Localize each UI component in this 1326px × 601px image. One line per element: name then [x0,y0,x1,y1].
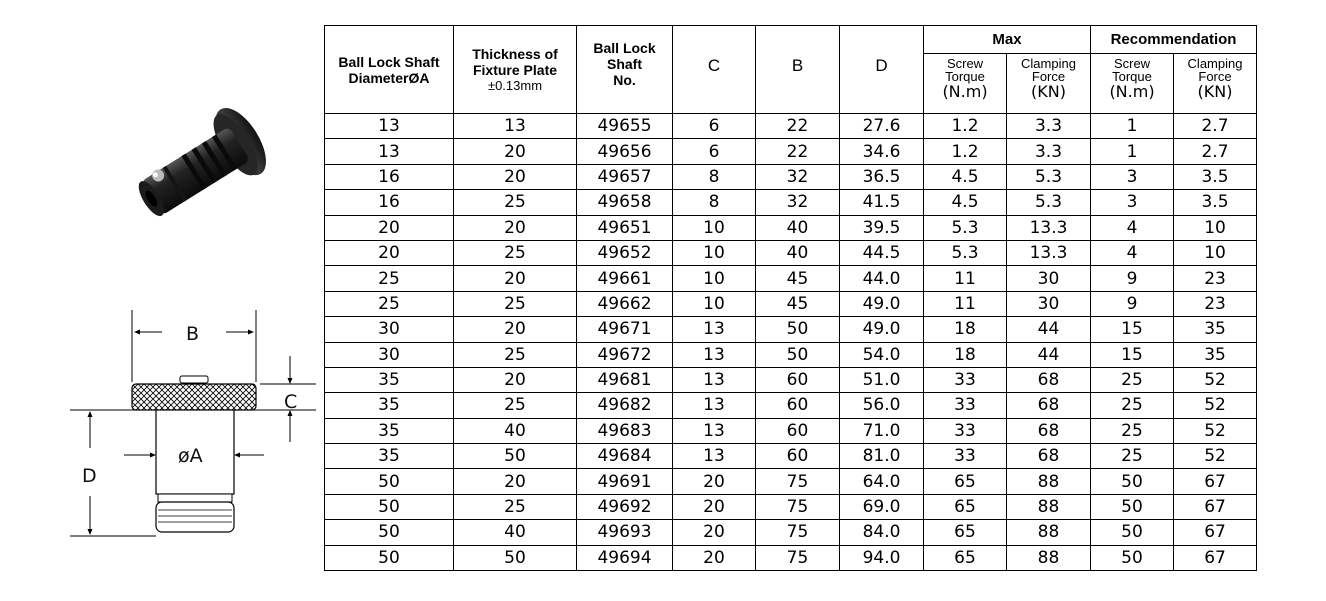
cell-shaft-diameter: 35 [325,444,454,469]
cell-shaft-number: 49657 [577,164,673,189]
cell-rec-clamping-force: 35 [1174,317,1257,342]
cell-rec-screw-torque: 15 [1091,317,1174,342]
cell-c: 8 [673,164,756,189]
cell-d: 54.0 [840,342,924,367]
cell-c: 6 [673,114,756,139]
header-plate-thickness: Thickness of Fixture Plate ±0.13mm [454,26,577,114]
cell-rec-screw-torque: 9 [1091,291,1174,316]
cell-b: 75 [756,494,840,519]
cell-max-screw-torque: 33 [924,367,1007,392]
cell-shaft-diameter: 13 [325,139,454,164]
cell-d: 81.0 [840,444,924,469]
header-d: D [840,26,924,114]
table-row [325,494,1257,519]
cell-rec-screw-torque: 25 [1091,367,1174,392]
header-c: C [673,26,756,114]
cell-c: 6 [673,139,756,164]
cell-rec-screw-torque: 1 [1091,114,1174,139]
cell-rec-screw-torque: 25 [1091,444,1174,469]
cell-max-clamping-force: 68 [1007,393,1091,418]
cell-max-screw-torque: 5.3 [924,240,1007,265]
cell-plate-thickness: 50 [454,545,577,570]
cell-c: 20 [673,520,756,545]
cell-shaft-number: 49672 [577,342,673,367]
dimension-diagram [60,300,330,550]
header-max: Max [924,26,1091,54]
cell-max-screw-torque: 65 [924,545,1007,570]
cell-max-screw-torque: 4.5 [924,190,1007,215]
cell-rec-clamping-force: 23 [1174,266,1257,291]
header-max-clamping-force: Clamping Force (KN) [1007,54,1091,114]
header-shaft-diameter: Ball Lock Shaft DiameterØA [325,26,454,114]
cell-d: 34.6 [840,139,924,164]
cell-shaft-diameter: 50 [325,469,454,494]
cell-plate-thickness: 25 [454,240,577,265]
cell-d: 44.5 [840,240,924,265]
cell-shaft-diameter: 13 [325,114,454,139]
cell-shaft-diameter: 35 [325,393,454,418]
cell-plate-thickness: 25 [454,190,577,215]
cell-max-screw-torque: 65 [924,469,1007,494]
cell-b: 75 [756,545,840,570]
cell-b: 40 [756,215,840,240]
cell-shaft-diameter: 16 [325,190,454,215]
cell-b: 45 [756,291,840,316]
cell-max-clamping-force: 13.3 [1007,215,1091,240]
cell-shaft-number: 49655 [577,114,673,139]
cell-rec-clamping-force: 52 [1174,444,1257,469]
cell-rec-clamping-force: 52 [1174,418,1257,443]
cell-c: 20 [673,494,756,519]
header-rec-clamping-force: Clamping Force (KN) [1174,54,1257,114]
cell-rec-clamping-force: 10 [1174,215,1257,240]
cell-plate-thickness: 25 [454,393,577,418]
cell-max-clamping-force: 88 [1007,545,1091,570]
cell-shaft-diameter: 25 [325,266,454,291]
table-row [325,520,1257,545]
cell-rec-screw-torque: 1 [1091,139,1174,164]
cell-b: 22 [756,114,840,139]
table-row [325,266,1257,291]
cell-b: 60 [756,444,840,469]
cell-max-screw-torque: 5.3 [924,215,1007,240]
cell-max-clamping-force: 3.3 [1007,139,1091,164]
cell-rec-screw-torque: 50 [1091,520,1174,545]
cell-b: 75 [756,469,840,494]
cell-plate-thickness: 13 [454,114,577,139]
cell-rec-clamping-force: 52 [1174,393,1257,418]
cell-max-clamping-force: 5.3 [1007,164,1091,189]
cell-c: 20 [673,545,756,570]
cell-b: 40 [756,240,840,265]
cell-shaft-number: 49671 [577,317,673,342]
cell-d: 51.0 [840,367,924,392]
table-row [325,240,1257,265]
table-row [325,317,1257,342]
cell-c: 13 [673,317,756,342]
cell-max-screw-torque: 1.2 [924,139,1007,164]
cell-rec-clamping-force: 67 [1174,494,1257,519]
table-row [325,393,1257,418]
cell-b: 75 [756,520,840,545]
cell-rec-screw-torque: 3 [1091,164,1174,189]
cell-max-screw-torque: 4.5 [924,164,1007,189]
cell-d: 94.0 [840,545,924,570]
spec-table-body [325,114,1257,571]
table-row [325,444,1257,469]
cell-plate-thickness: 25 [454,494,577,519]
cell-max-clamping-force: 88 [1007,469,1091,494]
cell-max-clamping-force: 44 [1007,342,1091,367]
cell-max-clamping-force: 68 [1007,444,1091,469]
cell-max-clamping-force: 68 [1007,367,1091,392]
cell-c: 8 [673,190,756,215]
cell-plate-thickness: 20 [454,469,577,494]
cell-rec-screw-torque: 25 [1091,418,1174,443]
cell-plate-thickness: 20 [454,367,577,392]
cell-shaft-number: 49658 [577,190,673,215]
cell-plate-thickness: 20 [454,266,577,291]
cell-b: 32 [756,164,840,189]
table-row [325,469,1257,494]
cell-rec-screw-torque: 50 [1091,494,1174,519]
label-b: B [186,323,200,345]
cell-d: 84.0 [840,520,924,545]
cell-plate-thickness: 20 [454,139,577,164]
cell-b: 50 [756,342,840,367]
cell-max-screw-torque: 33 [924,418,1007,443]
cell-max-clamping-force: 44 [1007,317,1091,342]
table-row [325,418,1257,443]
cell-b: 32 [756,190,840,215]
cell-plate-thickness: 25 [454,342,577,367]
header-recommendation: Recommendation [1091,26,1257,54]
cell-max-clamping-force: 88 [1007,494,1091,519]
cell-rec-clamping-force: 2.7 [1174,139,1257,164]
table-row [325,190,1257,215]
cell-shaft-number: 49691 [577,469,673,494]
cell-c: 10 [673,240,756,265]
cell-shaft-number: 49681 [577,367,673,392]
table-row [325,291,1257,316]
header-shaft-number: Ball Lock Shaft No. [577,26,673,114]
table-row [325,164,1257,189]
cell-rec-screw-torque: 4 [1091,240,1174,265]
cell-c: 10 [673,215,756,240]
cell-max-screw-torque: 11 [924,291,1007,316]
cell-shaft-number: 49683 [577,418,673,443]
table-row [325,545,1257,570]
cell-rec-screw-torque: 15 [1091,342,1174,367]
cell-max-screw-torque: 1.2 [924,114,1007,139]
cell-shaft-diameter: 25 [325,291,454,316]
cell-c: 20 [673,469,756,494]
cell-d: 49.0 [840,291,924,316]
cell-rec-clamping-force: 3.5 [1174,190,1257,215]
cell-b: 50 [756,317,840,342]
cell-c: 13 [673,418,756,443]
cell-c: 10 [673,291,756,316]
cell-plate-thickness: 20 [454,317,577,342]
cell-shaft-diameter: 50 [325,494,454,519]
label-d: D [82,465,97,487]
table-row [325,139,1257,164]
cell-d: 71.0 [840,418,924,443]
cell-d: 49.0 [840,317,924,342]
cell-plate-thickness: 20 [454,164,577,189]
cell-shaft-number: 49692 [577,494,673,519]
cell-rec-screw-torque: 9 [1091,266,1174,291]
cell-plate-thickness: 20 [454,215,577,240]
cell-shaft-diameter: 30 [325,342,454,367]
cell-rec-clamping-force: 3.5 [1174,164,1257,189]
cell-rec-screw-torque: 4 [1091,215,1174,240]
cell-max-screw-torque: 18 [924,342,1007,367]
cell-max-clamping-force: 3.3 [1007,114,1091,139]
cell-rec-clamping-force: 67 [1174,545,1257,570]
header-b: B [756,26,840,114]
cell-max-clamping-force: 30 [1007,266,1091,291]
cell-shaft-diameter: 50 [325,520,454,545]
cell-b: 60 [756,393,840,418]
cell-rec-clamping-force: 10 [1174,240,1257,265]
cell-plate-thickness: 50 [454,444,577,469]
cell-b: 22 [756,139,840,164]
cell-shaft-number: 49662 [577,291,673,316]
table-row [325,342,1257,367]
cell-d: 69.0 [840,494,924,519]
cell-b: 60 [756,418,840,443]
cell-c: 13 [673,367,756,392]
table-row [325,367,1257,392]
cell-b: 60 [756,367,840,392]
cell-max-screw-torque: 65 [924,520,1007,545]
cell-max-clamping-force: 30 [1007,291,1091,316]
cell-rec-clamping-force: 67 [1174,469,1257,494]
table-row [325,215,1257,240]
cell-d: 41.5 [840,190,924,215]
cell-d: 64.0 [840,469,924,494]
cell-rec-clamping-force: 2.7 [1174,114,1257,139]
cell-c: 13 [673,444,756,469]
cell-max-clamping-force: 13.3 [1007,240,1091,265]
cell-plate-thickness: 25 [454,291,577,316]
label-a: øA [178,445,203,467]
cell-rec-screw-torque: 25 [1091,393,1174,418]
spec-table [324,25,1257,571]
cell-c: 10 [673,266,756,291]
cell-shaft-number: 49656 [577,139,673,164]
cell-shaft-diameter: 30 [325,317,454,342]
cell-max-screw-torque: 18 [924,317,1007,342]
cell-shaft-diameter: 35 [325,367,454,392]
cell-shaft-number: 49694 [577,545,673,570]
cell-d: 36.5 [840,164,924,189]
label-c: C [284,391,298,413]
cell-b: 45 [756,266,840,291]
cell-rec-screw-torque: 50 [1091,469,1174,494]
cell-max-screw-torque: 33 [924,444,1007,469]
cell-c: 13 [673,342,756,367]
cell-shaft-diameter: 50 [325,545,454,570]
cell-d: 39.5 [840,215,924,240]
cell-max-clamping-force: 68 [1007,418,1091,443]
cell-d: 56.0 [840,393,924,418]
header-rec-screw-torque: Screw Torque (N.m) [1091,54,1174,114]
table-row [325,114,1257,139]
cell-shaft-diameter: 35 [325,418,454,443]
cell-rec-screw-torque: 3 [1091,190,1174,215]
cell-max-screw-torque: 33 [924,393,1007,418]
cell-rec-screw-torque: 50 [1091,545,1174,570]
product-photo [120,92,280,242]
cell-shaft-diameter: 20 [325,240,454,265]
cell-plate-thickness: 40 [454,520,577,545]
cell-plate-thickness: 40 [454,418,577,443]
cell-c: 13 [673,393,756,418]
cell-rec-clamping-force: 52 [1174,367,1257,392]
cell-rec-clamping-force: 35 [1174,342,1257,367]
cell-shaft-number: 49651 [577,215,673,240]
cell-shaft-diameter: 16 [325,164,454,189]
cell-shaft-number: 49652 [577,240,673,265]
cell-max-screw-torque: 65 [924,494,1007,519]
cell-d: 27.6 [840,114,924,139]
cell-max-clamping-force: 88 [1007,520,1091,545]
header-max-screw-torque: Screw Torque (N.m) [924,54,1007,114]
cell-rec-clamping-force: 67 [1174,520,1257,545]
cell-shaft-number: 49693 [577,520,673,545]
cell-shaft-number: 49684 [577,444,673,469]
cell-d: 44.0 [840,266,924,291]
cell-shaft-number: 49682 [577,393,673,418]
cell-shaft-diameter: 20 [325,215,454,240]
cell-shaft-number: 49661 [577,266,673,291]
cell-rec-clamping-force: 23 [1174,291,1257,316]
cell-max-clamping-force: 5.3 [1007,190,1091,215]
cell-max-screw-torque: 11 [924,266,1007,291]
